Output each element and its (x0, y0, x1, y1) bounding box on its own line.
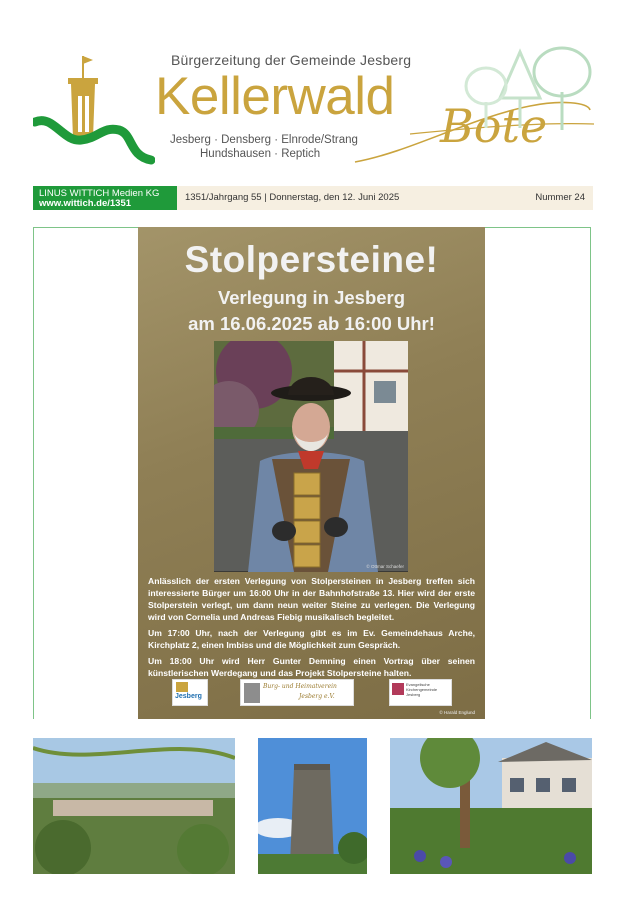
issue-line: 1351/Jahrgang 55 | Donnerstag, den 12. Juni 2025 (185, 192, 400, 203)
photo-tower (258, 738, 367, 874)
artist-photo (214, 341, 408, 572)
masthead-places-line2: Hundshausen · Reptich (200, 148, 321, 160)
masthead-places-line1: Jesberg · Densberg · Elnrode/Strang (170, 134, 358, 146)
poster-paragraph-2: Um 17:00 Uhr, nach der Verlegung gibt es im Ev. Gemeindehaus Arche, Kirchplatz 2, einen Imbiss und die Möglichkeit zum Gespräch. (148, 628, 475, 650)
logo-jesberg-text: Jesberg (175, 693, 202, 700)
publisher-name: LINUS WITTICH Medien KG (39, 188, 160, 199)
poster-credit: © Harald Englund (439, 710, 475, 715)
logo-gemeinde-jesberg (172, 679, 208, 706)
publisher-box (33, 186, 177, 210)
publisher-url[interactable]: www.wittich.de/1351 (39, 198, 132, 209)
photo-landscape-jesberg (33, 738, 235, 874)
logo-kirche-text: Evangelische Kirchengemeinde Jesberg (406, 682, 438, 697)
trees-illustration (462, 42, 593, 134)
logo-burg-line1: Burg- und Heimatverein (263, 683, 337, 690)
artist-photo-illustration (214, 341, 408, 572)
poster-paragraph-1: Anlässlich der ersten Verlegung von Stolpersteinen in Jesberg treffen sich interessierte Bürger um 16:00 Uhr in der Bahnhofstraße 13. Hier wird der erste Stolperstein verlegt, um dann neun weiter Steine zu verlegen. Die Verlegung wird von Cornelia und Andreas Fiebig musikalisch begleitet. (148, 576, 475, 622)
poster-subtitle-2: am 16.06.2025 ab 16:00 Uhr! (188, 313, 435, 334)
logo-burg-heimatverein (240, 679, 354, 706)
poster-title: Stolpersteine! (184, 239, 439, 280)
issue-number: Nummer 24 (535, 192, 585, 203)
poster-subtitle-1: Verlegung in Jesberg (217, 287, 406, 308)
photo-credit: © Ottmar Schaefer (366, 564, 404, 569)
issue-info-bar (177, 186, 593, 210)
poster-body (148, 575, 475, 683)
poster-paragraph-3: Um 18:00 Uhr wird Herr Gunter Demning einen Vortrag über seinen künstlerischen Werdegang und das Projekt Stolpersteine halten. (148, 656, 475, 678)
photo-timber-house-garden (390, 738, 592, 874)
jesberg-tower-logo-small (176, 682, 188, 692)
logo-burg-line2: Jesberg e.V. (299, 693, 335, 700)
stolpersteine-poster (138, 227, 485, 719)
church-icon (392, 683, 404, 695)
masthead-brand-title: Kellerwald (155, 67, 395, 126)
jesberg-tower-logo (33, 52, 155, 168)
masthead-subtitle: Bürgerzeitung der Gemeinde Jesberg (171, 52, 412, 68)
masthead-brand-script: Bote (440, 99, 548, 153)
castle-icon (244, 683, 260, 703)
logo-ev-kirchengemeinde (389, 679, 452, 706)
